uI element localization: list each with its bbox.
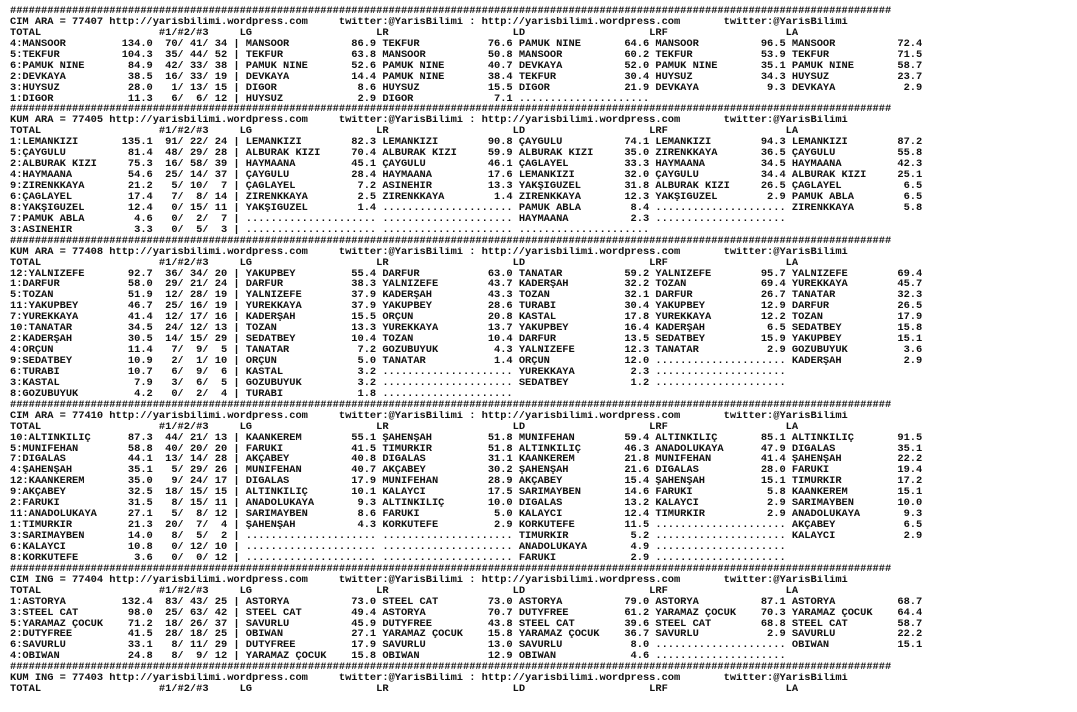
horse-row-line: 5:MÜNİFEHAN 58.8 40/ 20/ 20 | FARUKİ 41.5 TİMURKIR 51.8 ALTINKILIÇ 46.3 ANADOLUKAYA 47.9 DİGALAS 35.1 — [10, 443, 923, 455]
column-header-line: TOTAL #1/#2/#3 LG LR LD LRF LA — [10, 684, 799, 696]
horse-row-line: 9:ZİRENKKAYA 21.2 5/ 10/ 7 | ÇAĞLAYEL 7.2 ASİNEHİR 13.3 YAKŞIGÜZEL 31.8 ALBURAK KIZI 26.5 ÇAĞLAYEL 6.5 — [10, 181, 923, 192]
horse-row-line: 2:ALBURAK KIZI 75.3 16/ 58/ 39 | HAYMAANA 45.1 ÇAYGÜLÜ 46.1 ÇAĞLAYEL 33.3 HAYMAANA 34.5 HAYMAANA 42.3 — [10, 159, 923, 171]
horse-row-line: 7:DİGALAS 44.1 13/ 14/ 28 | AKÇABEY 40.8 DİGALAS 31.1 KAANKEREM 21.8 MÜNİFEHAN 41.4 ŞAHENŞAH 22.2 — [10, 454, 923, 466]
horse-row-line: 4:HAYMAANA 54.6 25/ 14/ 37 | ÇAYGÜLÜ 28.4 HAYMAANA 17.6 LEMANKIZI 32.0 ÇAYGÜLÜ 34.4 ALBURAK KIZI 25.1 — [10, 170, 923, 181]
horse-row-line: 11:YAKUPBEY 46.7 25/ 16/ 19 | YÜREKKAYA 37.9 YAKUPBEY 28.6 TURABİ 30.4 YAKUPBEY 12.9 DARFUR 26.5 — [10, 301, 923, 313]
separator-line: ############################################################################################################################################## — [10, 662, 892, 674]
horse-row-line: 5:ÇAYGÜLÜ 81.4 48/ 29/ 28 | ALBURAK KIZI 70.4 ALBURAK KIZI 59.9 ALBURAK KIZI 35.0 ZİRENKKAYA 36.5 ÇAYGÜLÜ 55.8 — [10, 148, 923, 160]
horse-row-line: 3:STEEL CAT 98.0 25/ 63/ 42 | STEEL CAT 49.4 ASTORYA 70.7 DUTYFREE 61.2 YARAMAZ ÇOCUK 70.3 YARAMAZ ÇOCUK 64.4 — [10, 607, 923, 619]
separator-line: ############################################################################################################################################## — [10, 104, 892, 116]
horse-row-line: 10:ALTINKILIÇ 87.3 44/ 21/ 13 | KAANKEREM 55.1 ŞAHENŞAH 51.8 MÜNİFEHAN 59.4 ALTINKILIÇ 85.1 ALTINKILIÇ 91.5 — [10, 432, 923, 444]
horse-row-line: 1:ASTORYA 132.4 83/ 43/ 25 | ASTORYA 73.0 STEEL CAT 73.0 ASTORYA 79.0 ASTORYA 87.1 ASTORYA 68.7 — [10, 596, 923, 608]
race-header-line: CIM ARA = 77410 http://yarisbilimi.wordpress.com twitter:@YarisBilimi : http://yarisbilimi.wordpress.com twitter:@YarisBilimi — [10, 410, 848, 422]
separator-line: ############################################################################################################################################## — [10, 563, 892, 575]
separator-line: ############################################################################################################################################## — [10, 6, 892, 17]
horse-row-line: 11:ANADOLUKAYA 27.1 5/ 8/ 12 | SARIMAYBEN 8.6 FARUKİ 5.0 KALAYCI 12.4 TİMURKIR 2.9 ANADOLUKAYA 9.3 — [10, 509, 923, 521]
column-header-line: TOTAL #1/#2/#3 LG LR LD LRF LA — [10, 585, 799, 597]
race-header-line: KUM ARA = 77405 http://yarisbilimi.wordpress.com twitter:@YarisBilimi : http://yarisbilimi.wordpress.com twitter:@YarisBilimi — [10, 115, 848, 127]
horse-row-line: 8:KORKUTEFE 3.6 0/ 0/ 12 | ..................... ..................... FARUKİ 2.9 ..................... — [10, 552, 786, 564]
horse-row-line: 3:SARIMAYBEN 14.0 8/ 5/ 2 | ..................... ..................... TİMURKIR 5.2 ..................... KALAYCI 2.9 — [10, 531, 923, 542]
horse-row-line: 6:SAVURLU 33.1 8/ 11/ 29 | DUTYFREE 17.9 SAVURLU 13.0 SAVURLU 8.0 ..................... OBIWAN 15.1 — [10, 640, 923, 652]
horse-row-line: 4:MANSOOR 134.0 70/ 41/ 34 | MANSOOR 86.9 TEKFUR 76.6 PAMUK NİNE 64.6 MANSOOR 96.5 MANSOOR 72.4 — [10, 38, 923, 50]
horse-row-line: 9:AKÇABEY 32.5 18/ 15/ 15 | ALTINKILIÇ 10.1 KALAYCI 17.5 SARIMAYBEN 14.6 FARUKİ 5.8 KAANKEREM 15.1 — [10, 487, 923, 499]
horse-row-line: 2:FARUKİ 31.5 8/ 15/ 11 | ANADOLUKAYA 9.3 ALTINKILIÇ 10.0 DİGALAS 13.2 KALAYCI 2.9 SARIMAYBEN 10.0 — [10, 498, 923, 510]
race-header-line: KUM ARA = 77408 http://yarisbilimi.wordpress.com twitter:@YarisBilimi : http://yarisbilimi.wordpress.com twitter:@YarisBilimi — [10, 246, 848, 258]
horse-row-line: 5:TOZAN 51.9 12/ 28/ 19 | YALNIZEFE 37.9 KADERŞAH 43.3 TOZAN 32.1 DARFUR 26.7 TANATAR 32.3 — [10, 290, 923, 302]
separator-line: ############################################################################################################################################## — [10, 235, 892, 247]
horse-row-line: 12:KAANKEREM 35.0 9/ 24/ 17 | DİGALAS 17.9 MÜNİFEHAN 28.9 AKÇABEY 15.4 ŞAHENŞAH 15.1 TİMURKIR 17.2 — [10, 476, 923, 488]
horse-row-line: 3:HUYSUZ 28.0 1/ 13/ 15 | DİGOR 8.6 HUYSUZ 15.5 DİGOR 21.9 DEVKAYA 9.3 DEVKAYA 2.9 — [10, 82, 923, 94]
horse-row-line: 2:DEVKAYA 38.5 16/ 33/ 19 | DEVKAYA 14.4 PAMUK NİNE 38.4 TEKFUR 30.4 HUYSUZ 34.3 HUYSUZ 23.7 — [10, 71, 923, 83]
horse-row-line: 1:DİGOR 11.3 6/ 6/ 12 | HUYSUZ 2.9 DİGOR 7.1 ..................... — [10, 93, 650, 105]
column-header-line: TOTAL #1/#2/#3 LG LR LD LRF LA — [10, 421, 799, 433]
horse-row-line: 6:PAMUK NİNE 84.9 42/ 33/ 38 | PAMUK NİNE 52.6 PAMUK NİNE 40.7 DEVKAYA 52.0 PAMUK NİNE 35.1 PAMUK NİNE 58.7 — [10, 60, 923, 72]
horse-row-line: 12:YALNIZEFE 92.7 36/ 34/ 20 | YAKUPBEY 55.4 DARFUR 63.0 TANATAR 59.2 YALNIZEFE 95.7 YALNIZEFE 69.4 — [10, 268, 923, 280]
horse-row-line: 6:TURABİ 10.7 6/ 9/ 6 | KASTAL 3.2 ..................... YÜREKKAYA 2.3 ..................... — [10, 366, 786, 378]
horse-row-line: 5:YARAMAZ ÇOCUK 71.2 18/ 26/ 37 | SAVURLU 45.9 DUTYFREE 43.8 STEEL CAT 39.6 STEEL CAT 68.8 STEEL CAT 58.7 — [10, 618, 923, 630]
horse-row-line: 4:OBIWAN 24.8 8/ 9/ 12 | YARAMAZ ÇOCUK 15.8 OBIWAN 12.9 OBIWAN 4.6 ..................... — [10, 651, 786, 663]
race-header-line: CIM ARA = 77407 http://yarisbilimi.wordpress.com twitter:@YarisBilimi : http://yarisbilimi.wordpress.com twitter:@YarisBilimi — [10, 16, 848, 28]
horse-row-line: 5:TEKFUR 104.3 35/ 44/ 52 | TEKFUR 63.8 MANSOOR 50.8 MANSOOR 60.2 TEKFUR 53.9 TEKFUR 71.5 — [10, 49, 923, 61]
horse-row-line: 8:GÖZÜBÜYÜK 4.2 0/ 2/ 4 | TURABİ 1.8 ..................... — [10, 388, 513, 400]
horse-row-line: 6:ÇAĞLAYEL 17.4 7/ 8/ 14 | ZİRENKKAYA 2.5 ZİRENKKAYA 1.4 ZİRENKKAYA 12.3 YAKŞIGÜZEL 2.9 PAMUK ABLA 6.5 — [10, 191, 923, 203]
horse-row-line: 10:TANATAR 34.5 24/ 12/ 13 | TOZAN 13.3 YÜREKKAYA 13.7 YAKUPBEY 16.4 KADERŞAH 6.5 SEDATBEY 15.8 — [10, 323, 923, 335]
horse-row-line: 6:KALAYCI 10.8 0/ 12/ 10 | ..................... ..................... ANADOLUKAYA 4.9 ..................... — [10, 541, 786, 553]
horse-row-line: 8:YAKŞIGÜZEL 12.4 0/ 15/ 11 | YAKŞIGÜZEL 1.4 ..................... PAMUK ABLA 8.4 ..................... ZİRENKKAYA 5.8 — [10, 202, 923, 214]
horse-row-line: 1:TİMURKIR 21.3 20/ 7/ 4 | ŞAHENŞAH 4.3 KORKUTEFE 2.9 KORKUTEFE 11.5 ..................... AKÇABEY 6.5 — [10, 520, 923, 531]
horse-row-line: 2:KADERŞAH 30.5 14/ 15/ 29 | SEDATBEY 10.4 TOZAN 10.4 DARFUR 13.5 SEDATBEY 15.9 YAKUPBEY 15.1 — [10, 334, 923, 346]
column-header-line: TOTAL #1/#2/#3 LG LR LD LRF LA — [10, 257, 799, 269]
column-header-line: TOTAL #1/#2/#3 LG LR LD LRF LA — [10, 27, 799, 39]
horse-row-line: 9:SEDATBEY 10.9 2/ 1/ 10 | ORÇUN 5.0 TANATAR 1.4 ORÇUN 12.0 ..................... KADERŞAH 2.9 — [10, 356, 923, 367]
separator-line: ############################################################################################################################################## — [10, 399, 892, 411]
horse-row-line: 3:ASİNEHİR 3.3 0/ 5/ 3 | ..................... ..................... ..................... — [10, 224, 650, 236]
race-header-line: CIM ING = 77404 http://yarisbilimi.wordpress.com twitter:@YarisBilimi : http://yarisbilimi.wordpress.com twitter:@YarisBilimi — [10, 574, 848, 586]
horse-row-line: 3:KASTAL 7.9 3/ 6/ 5 | GÖZÜBÜYÜK 3.2 ..................... SEDATBEY 1.2 ..................... — [10, 377, 786, 389]
horse-row-line: 4:ŞAHENŞAH 35.1 5/ 29/ 26 | MÜNİFEHAN 40.7 AKÇABEY 30.2 ŞAHENŞAH 21.6 DİGALAS 28.0 FARUKİ 19.4 — [10, 465, 923, 477]
column-header-line: TOTAL #1/#2/#3 LG LR LD LRF LA — [10, 126, 799, 138]
horse-row-line: 4:ORÇUN 11.4 7/ 9/ 5 | TANATAR 7.2 GÖZÜBÜYÜK 4.3 YALNIZEFE 12.3 TANATAR 2.9 GÖZÜBÜYÜK 3.6 — [10, 345, 923, 356]
horse-row-line: 1:DARFUR 58.0 29/ 21/ 24 | DARFUR 38.3 YALNIZEFE 43.7 KADERŞAH 32.2 TOZAN 69.4 YÜREKKAYA 45.7 — [10, 279, 923, 291]
horse-row-line: 7:PAMUK ABLA 4.6 0/ 2/ 7 | ..................... ..................... HAYMAANA 2.3 ..................... — [10, 213, 786, 225]
horse-row-line: 7:YÜREKKAYA 41.4 12/ 17/ 16 | KADERŞAH 15.5 ORÇUN 20.8 KASTAL 17.8 YÜREKKAYA 12.2 TOZAN 17.9 — [10, 312, 923, 324]
race-header-line: KUM ING = 77403 http://yarisbilimi.wordpress.com twitter:@YarisBilimi : http://yarisbilimi.wordpress.com twitter:@YarisBilimi — [10, 673, 848, 685]
horse-row-line: 1:LEMANKIZI 135.1 91/ 22/ 24 | LEMANKIZI 82.3 LEMANKIZI 90.8 ÇAYGÜLÜ 74.1 LEMANKIZI 94.3 LEMANKIZI 87.2 — [10, 137, 923, 149]
horse-row-line: 2:DUTYFREE 41.5 28/ 18/ 25 | OBIWAN 27.1 YARAMAZ ÇOCUK 15.8 YARAMAZ ÇOCUK 36.7 SAVURLU 2.9 SAVURLU 22.2 — [10, 629, 923, 641]
